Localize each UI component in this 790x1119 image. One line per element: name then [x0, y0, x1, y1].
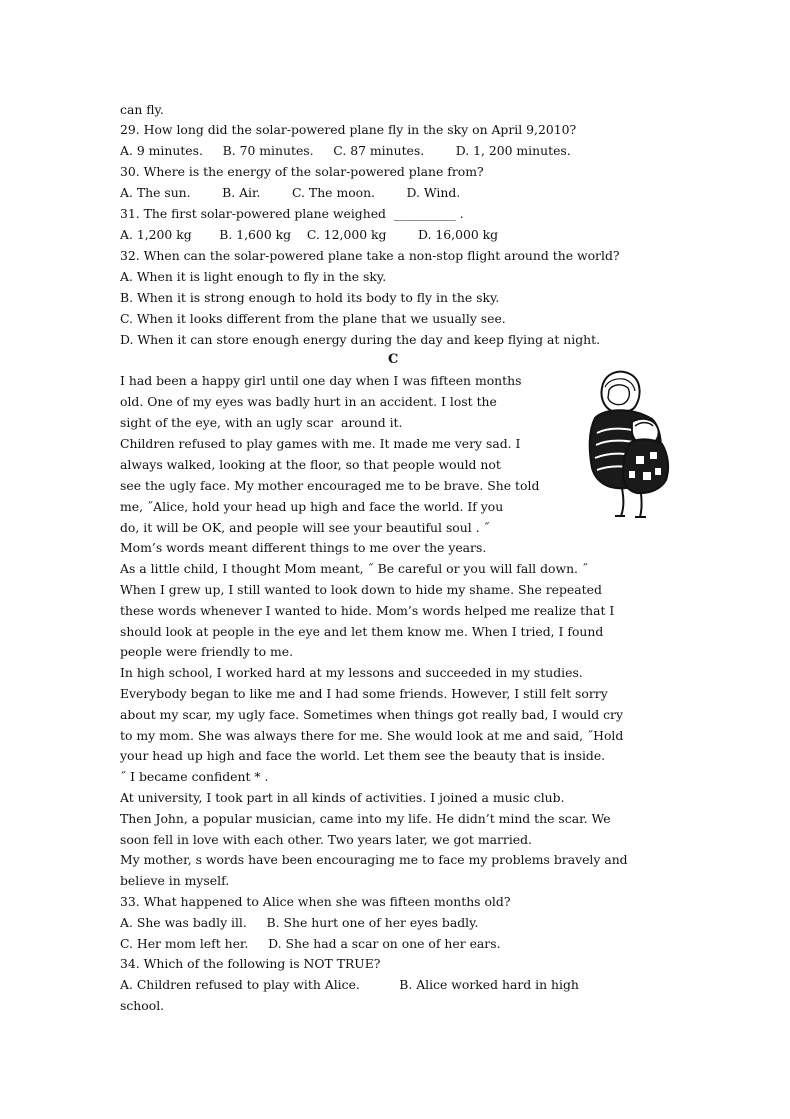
- passage-line: Mom’s words meant different things to me over the years.: [120, 540, 487, 555]
- question-34: 34. Which of the following is NOT TRUE?: [120, 956, 381, 971]
- passage-line: believe in myself.: [120, 873, 230, 888]
- mother-hugging-child-illustration: [584, 370, 680, 520]
- passage-line: At university, I took part in all kinds of activities. I joined a music club.: [120, 790, 565, 805]
- question-29: 29. How long did the solar-powered plane fly in the sky on April 9,2010?: [120, 122, 577, 137]
- passage-line: do, it will be OK, and people will see your beautiful soul . ˝: [120, 520, 490, 535]
- passage-line: Children refused to play games with me. It made me very sad. I: [120, 436, 521, 451]
- question-32-option-d: D. When it can store enough energy during the day and keep flying at night.: [120, 332, 601, 347]
- passage-line: When I grew up, I still wanted to look down to hide my shame. She repeated: [120, 582, 602, 597]
- passage-line: My mother, s words have been encouraging me to face my problems bravely and: [120, 852, 628, 867]
- passage-line: people were friendly to me.: [120, 644, 294, 659]
- passage-line: As a little child, I thought Mom meant, ˝ Be careful or you will fall down. ˝: [120, 561, 589, 576]
- question-32: 32. When can the solar-powered plane take a non-stop flight around the world?: [120, 248, 620, 263]
- question-32-option-c: C. When it looks different from the plane that we usually see.: [120, 311, 506, 326]
- passage-line: In high school, I worked hard at my lessons and succeeded in my studies.: [120, 665, 583, 680]
- passage-line: sight of the eye, with an ugly scar around it.: [120, 415, 403, 430]
- question-31-options: A. 1,200 kg B. 1,600 kg C. 12,000 kg D. 16,000 kg: [120, 227, 499, 242]
- passage-line: these words whenever I wanted to hide. Mom’s words helped me realize that I: [120, 603, 615, 618]
- text-line: can fly.: [120, 102, 164, 117]
- question-33-options-ab: A. She was badly ill. B. She hurt one of her eyes badly.: [120, 915, 479, 930]
- passage-line: always walked, looking at the floor, so that people would not: [120, 457, 501, 472]
- passage-line: Then John, a popular musician, came into my life. He didn’t mind the scar. We: [120, 811, 611, 826]
- question-33-options-cd: C. Her mom left her. D. She had a scar on one of her ears.: [120, 936, 501, 951]
- passage-line: old. One of my eyes was badly hurt in an accident. I lost the: [120, 394, 497, 409]
- question-31: 31. The first solar-powered plane weighed __________ .: [120, 206, 464, 221]
- question-29-options: A. 9 minutes. B. 70 minutes. C. 87 minutes. D. 1, 200 minutes.: [120, 143, 571, 158]
- question-34-options-ab: A. Children refused to play with Alice. B. Alice worked hard in high: [120, 977, 579, 992]
- passage-line: to my mom. She was always there for me. She would look at me and said, ˝Hold: [120, 728, 624, 743]
- question-32-option-a: A. When it is light enough to fly in the sky.: [120, 269, 387, 284]
- section-title: C: [388, 352, 399, 367]
- question-32-option-b: B. When it is strong enough to hold its body to fly in the sky.: [120, 290, 500, 305]
- question-30-options: A. The sun. B. Air. C. The moon. D. Wind.: [120, 185, 461, 200]
- passage-line: see the ugly face. My mother encouraged me to be brave. She told: [120, 478, 540, 493]
- question-33: 33. What happened to Alice when she was fifteen months old?: [120, 894, 511, 909]
- question-30: 30. Where is the energy of the solar-powered plane from?: [120, 164, 484, 179]
- passage-line: Everybody began to like me and I had some friends. However, I still felt sorry: [120, 686, 608, 701]
- passage-line: ˝ I became confident * .: [120, 769, 269, 784]
- passage-line: me, ˝Alice, hold your head up high and face the world. If you: [120, 499, 504, 514]
- passage-line: about my scar, my ugly face. Sometimes when things got really bad, I would cry: [120, 707, 623, 722]
- passage-line: your head up high and face the world. Let them see the beauty that is inside.: [120, 748, 606, 763]
- passage-line: soon fell in love with each other. Two years later, we got married.: [120, 832, 532, 847]
- question-34-options-continued: school.: [120, 998, 165, 1013]
- passage-line: I had been a happy girl until one day when I was fifteen months: [120, 373, 522, 388]
- passage-line: should look at people in the eye and let them know me. When I tried, I found: [120, 624, 604, 639]
